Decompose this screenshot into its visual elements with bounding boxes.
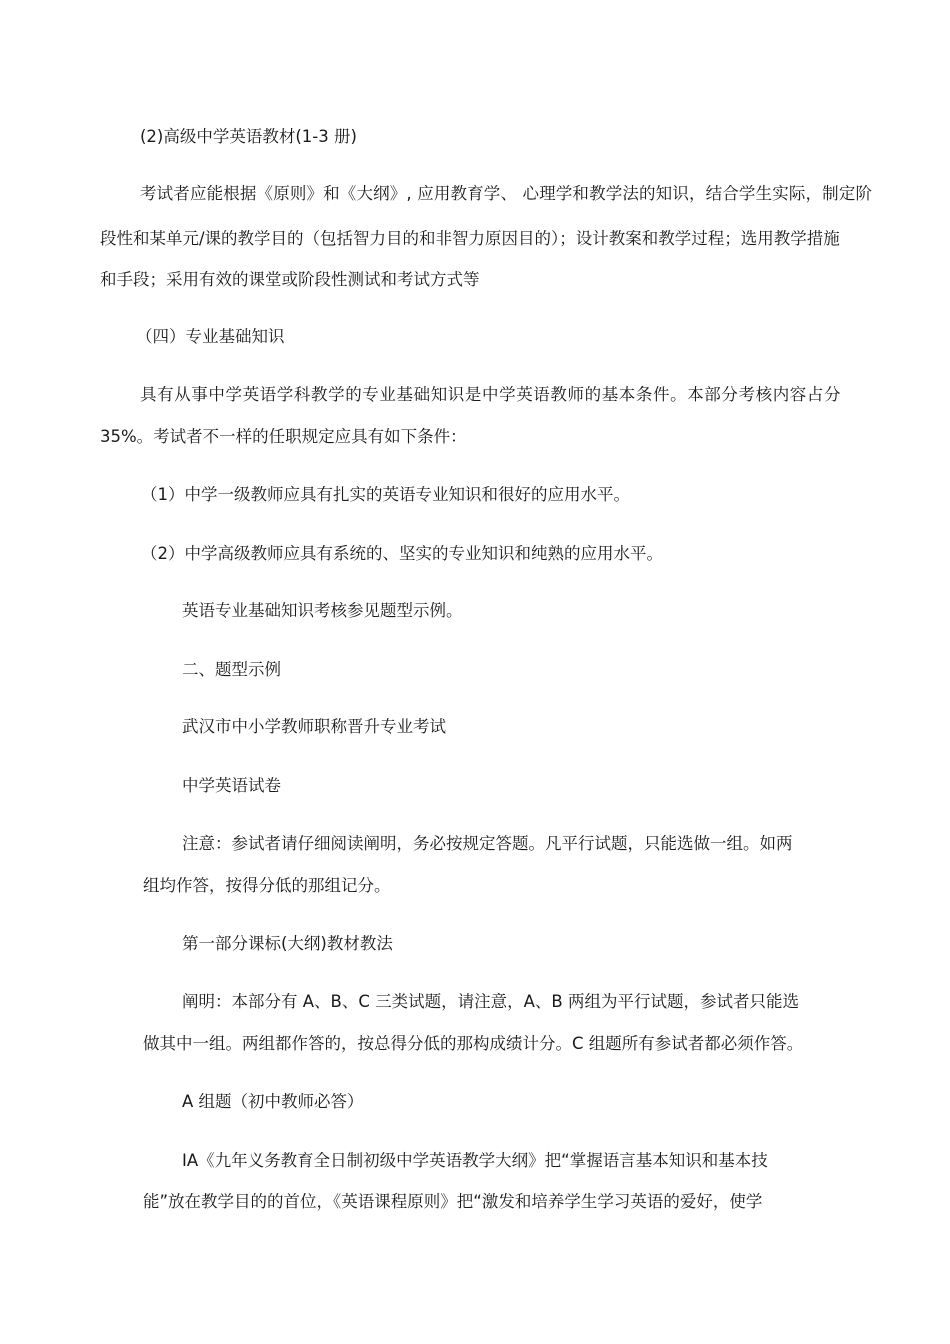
paragraph-line: 考试者应能根据《原则》和《大纲》, 应用教育学、 心理学和教学法的知识，结合学生实际，制定阶 — [140, 184, 873, 203]
paragraph-line: 段性和某单元/课的教学目的（包括智力目的和非智力原因目的）；设计教案和教学过程；选用教学措施 — [100, 229, 840, 248]
paragraph-line: 35%。考试者不一样的任职规定应具有如下条件： — [100, 427, 467, 446]
exam-subtitle: 中学英语试卷 — [182, 776, 281, 795]
section-heading: 二、题型示例 — [182, 660, 281, 679]
exam-title: 武汉市中小学教师职称晋升专业考试 — [182, 717, 446, 736]
paragraph-line: 英语专业基础知识考核参见题型示例。 — [182, 601, 463, 620]
paragraph-line: IA《九年义务教育全日制初级中学英语教学大纲》把“掌握语言基本知识和基本技 — [182, 1151, 768, 1170]
paragraph-line: 能”放在教学目的的首位，《英语课程原则》把“激发和培养学生学习英语的爱好，使学 — [143, 1192, 763, 1211]
paragraph-line: 组均作答，按得分低的那组记分。 — [143, 876, 391, 895]
section-heading: （四）专业基础知识 — [136, 327, 285, 346]
paragraph-line: 做其中一组。两组都作答的，按总得分低的那构成绩计分。C 组题所有参试者都必须作答。 — [143, 1034, 804, 1053]
part-heading: 第一部分课标(大纲)教材教法 — [182, 934, 393, 953]
list-item: （2）中学高级教师应具有系统的、坚实的专业知识和纯熟的应用水平。 — [141, 544, 663, 563]
paragraph-line: 阐明：本部分有 A、B、C 三类试题，请注意，A、B 两组为平行试题，参试者只能选 — [182, 992, 799, 1011]
paragraph-line: 具有从事中学英语学科教学的专业基础知识是中学英语教师的基本条件。本部分考核内容占分 — [140, 385, 842, 404]
group-heading: A 组题（初中教师必答） — [182, 1092, 364, 1111]
list-item: （1）中学一级教师应具有扎实的英语专业知识和很好的应用水平。 — [141, 485, 630, 504]
paragraph-line: 注意：参试者请仔细阅读阐明，务必按规定答题。凡平行试题，只能选做一组。如两 — [182, 834, 793, 853]
textbook-heading: (2)高级中学英语教材(1-3 册) — [140, 127, 357, 146]
paragraph-line: 和手段；采用有效的课堂或阶段性测试和考试方式等 — [100, 270, 480, 289]
